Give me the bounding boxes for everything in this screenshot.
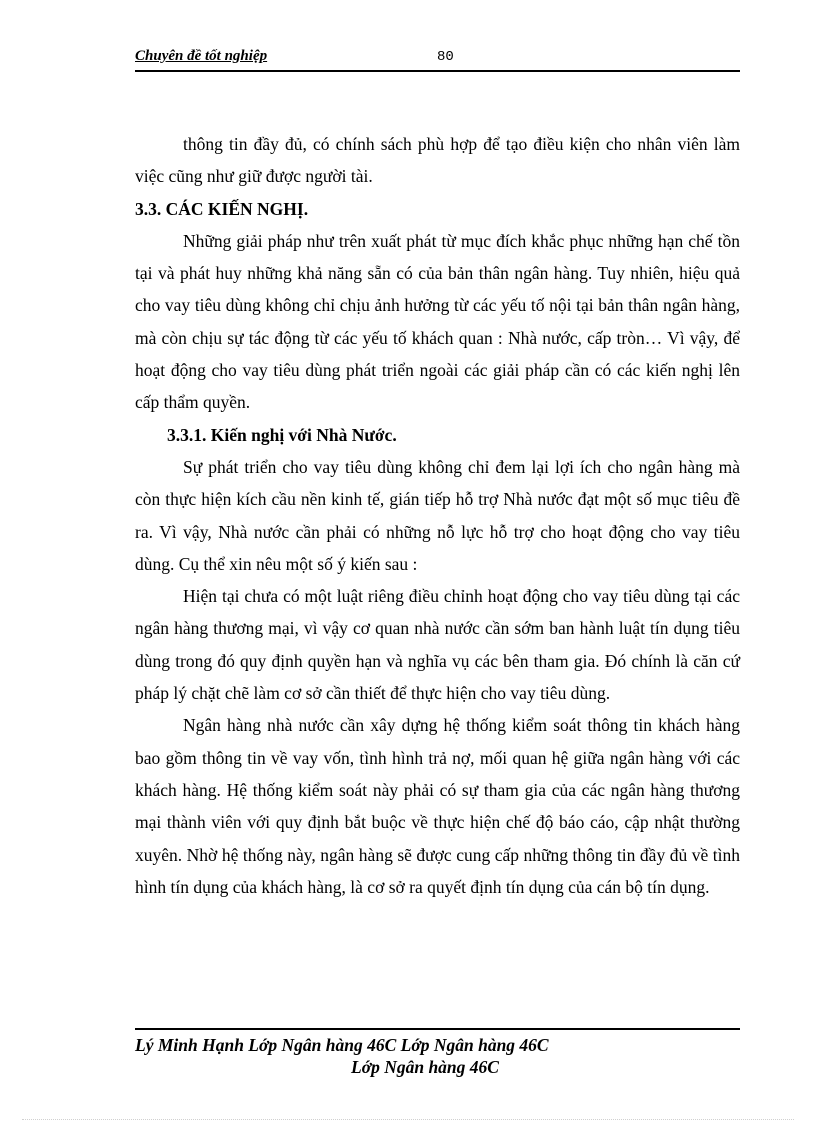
footer-author-line: Lý Minh Hạnh Lớp Ngân hàng 46C Lớp Ngân hàng 46C bbox=[135, 1035, 549, 1055]
footer-class-line: Lớp Ngân hàng 46C bbox=[351, 1057, 499, 1077]
page-number: 80 bbox=[437, 49, 454, 65]
page-footer bbox=[135, 1028, 740, 1077]
paragraph-continuation: thông tin đầy đủ, có chính sách phù hợp để tạo điều kiện cho nhân viên làm việc cũng như giữ được người tài. bbox=[135, 134, 740, 187]
paragraph-intro: Những giải pháp như trên xuất phát từ mục đích khắc phục những hạn chế tồn tại và phát huy những khả năng sẵn có của bản thân ngân hàng. Tuy nhiên, hiệu quả cho vay tiêu dùng không chỉ chịu ảnh hưởng từ các yếu tố nội tại bản thân ngân hàng, mà còn chịu sự tác động từ các yếu tố khách quan : Nhà nước, cấp tròn… Vì vậy, để hoạt động cho vay tiêu dùng phát triển ngoài các giải pháp cần có các kiến nghị lên cấp thẩm quyền. bbox=[135, 230, 740, 413]
page-header bbox=[135, 48, 740, 72]
paragraph-credit-information-system: Ngân hàng nhà nước cần xây dựng hệ thống kiểm soát thông tin khách hàng bao gồm thông tin về vay vốn, tình hình trả nợ, mối quan hệ giữa ngân hàng với các khách hàng. Hệ thống kiểm soát này phải có sự tham gia của các ngân hàng thương mại thành viên với quy định bắt buộc về thực hiện chế độ báo cáo, cập nhật thường xuyên. Nhờ hệ thống này, ngân hàng sẽ được cung cấp những thông tin đầy đủ về tình hình tín dụng của khách hàng, là cơ sở ra quyết định tín dụng của cán bộ tín dụng. bbox=[135, 715, 740, 897]
document-title: Chuyên đề tốt nghiệp bbox=[135, 48, 268, 64]
paragraph-consumer-credit-law: Hiện tại chưa có một luật riêng điều chỉnh hoạt động cho vay tiêu dùng tại các ngân hàng thương mại, vì vậy cơ quan nhà nước cần sớm ban hành luật tín dụng tiêu dùng trong đó quy định quyền hạn và nghĩa vụ các bên tham gia. Đó chính là căn cứ pháp lý chặt chẽ làm cơ sở cần thiết để thực hiện cho vay tiêu dùng. bbox=[135, 586, 740, 704]
page-edge-divider bbox=[22, 1119, 794, 1120]
section-heading: 3.3. CÁC KIẾN NGHỊ. bbox=[135, 198, 309, 219]
subsection-heading: 3.3.1. Kiến nghị với Nhà Nước. bbox=[167, 424, 397, 445]
paragraph-state-support: Sự phát triển cho vay tiêu dùng không chỉ đem lại lợi ích cho ngân hàng mà còn thực hiện kích cầu nền kinh tế, gián tiếp hỗ trợ Nhà nước đạt một số mục tiêu đề ra. Vì vậy, Nhà nước cần phải có những nỗ lực hỗ trợ cho hoạt động cho vay tiêu dùng. Cụ thể xin nêu một số ý kiến sau : bbox=[135, 456, 740, 574]
page-content bbox=[135, 128, 740, 903]
